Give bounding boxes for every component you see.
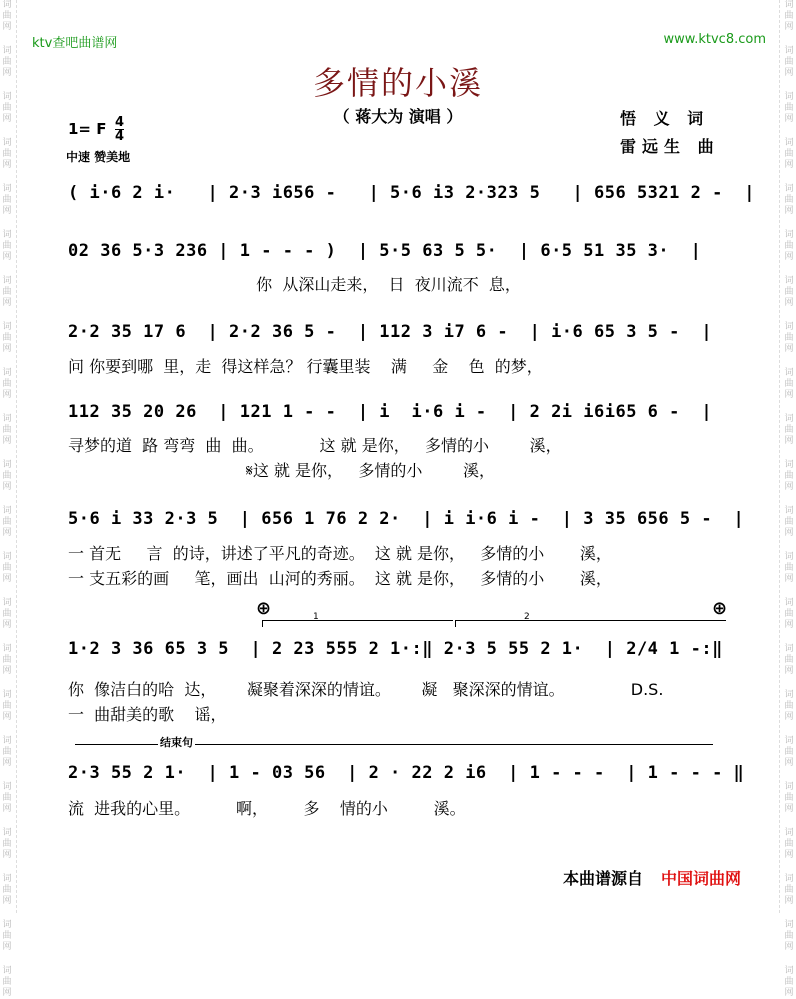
site-link-left[interactable]: ktv查吧曲谱网 — [32, 36, 118, 51]
song-title: 多情的小溪 — [312, 64, 483, 102]
notation-line-5: 5·6 i 33 2·3 5 | 656 1 76 2 2· | i i·6 i - | 3 35 656 5 - | — [68, 509, 745, 529]
source-credit — [563, 866, 741, 889]
volta-bracket-1: 1 — [262, 620, 453, 627]
volta-bracket-2: 2 — [455, 620, 726, 627]
lyric-line-6a: 你 像洁白的哈 达， 凝聚着深深的情谊。 凝 聚深深的情谊。 D.S. — [68, 680, 664, 699]
site-link-right[interactable]: www.ktvc8.com — [663, 32, 766, 47]
lyric-line-5a: 一 首无 言 的诗，讲述了平凡的奇迹。 这 就 是你， 多情的小 溪， — [68, 544, 612, 563]
lyric-line-3: 问 你要到哪 里，走 得这样急？ 行囊里装 满 金 色 的梦， — [68, 357, 543, 376]
lyric-line-4b: 𝄋这 就 是你， 多情的小 溪， — [68, 461, 496, 480]
lyric-line-6b: 一 曲甜美的歌 谣， — [68, 705, 227, 724]
coda-sign-left: ⊕ — [256, 598, 272, 619]
notation-line-2: 02 36 5·3 236 | 1 - - - ) | 5·5 63 5 5· | 6·5 51 35 3· | — [68, 241, 702, 261]
right-watermark-strip: 词曲网 词曲网 词曲网 词曲网 词曲网 词曲网 词曲网 词曲网 词曲网 词曲网 词曲网 词曲网 词曲网 词曲网 词曲网 词曲网 词曲网 词曲网 词曲网 词曲网 词曲网 词曲网 — [784, 0, 794, 998]
lyricist-credit: 悟 义 词 — [620, 109, 710, 128]
lyric-line-5b: 一 支五彩的画 笔，画出 山河的秀丽。 这 就 是你， 多情的小 溪， — [68, 569, 612, 588]
key-signature: 1= F — [68, 120, 107, 138]
notation-line-7: 2·3 55 2 1· | 1 - 03 56 | 2 · 22 2 i6 | 1 - - - | 1 - - - ‖ — [68, 763, 745, 783]
notation-line-1: ( i·6 2 i· | 2·3 i656 - | 5·6 i3 2·323 5 | 656 5321 2 - | — [68, 183, 756, 203]
tempo-marking: 中速 赞美地 — [66, 150, 131, 164]
notation-line-3: 2·2 35 17 6 | 2·2 36 5 - | 112 3 i7 6 - | i·6 65 3 5 - | — [68, 322, 713, 342]
lyric-line-4a: 寻梦的道 路 弯弯 曲 曲。 这 就 是你， 多情的小 溪， — [68, 436, 562, 455]
notation-line-6: 1·2 3 36 65 3 5 | 2 23 555 2 1·:‖ 2·3 5 55 2 1· | 2/4 1 -:‖ — [68, 639, 723, 659]
left-watermark-strip: 词曲网 词曲网 词曲网 词曲网 词曲网 词曲网 词曲网 词曲网 词曲网 词曲网 词曲网 词曲网 词曲网 词曲网 词曲网 词曲网 词曲网 词曲网 词曲网 词曲网 词曲网 词曲网 — [2, 0, 12, 998]
source-label: 本曲谱源自 — [563, 869, 644, 888]
notation-line-4: 112 35 20 26 | 121 1 - - | i i·6 i - | 2 2i i6i65 6 - | — [68, 402, 713, 422]
lyric-line-2: 你 从深山走来， 日 夜川流不 息， — [68, 275, 521, 294]
lyric-line-7: 流 进我的心里。 啊， 多 情的小 溪。 — [68, 799, 466, 818]
ending-phrase-label: 结束句 — [160, 736, 193, 749]
coda-sign-right: ⊕ — [712, 598, 728, 619]
time-signature: 4 4 — [115, 115, 125, 144]
singer-credit: （ 蒋大为 演唱 ） — [333, 107, 463, 126]
composer-credit: 雷远生 曲 — [620, 137, 720, 156]
source-site-link[interactable]: 中国词曲网 — [661, 869, 742, 888]
